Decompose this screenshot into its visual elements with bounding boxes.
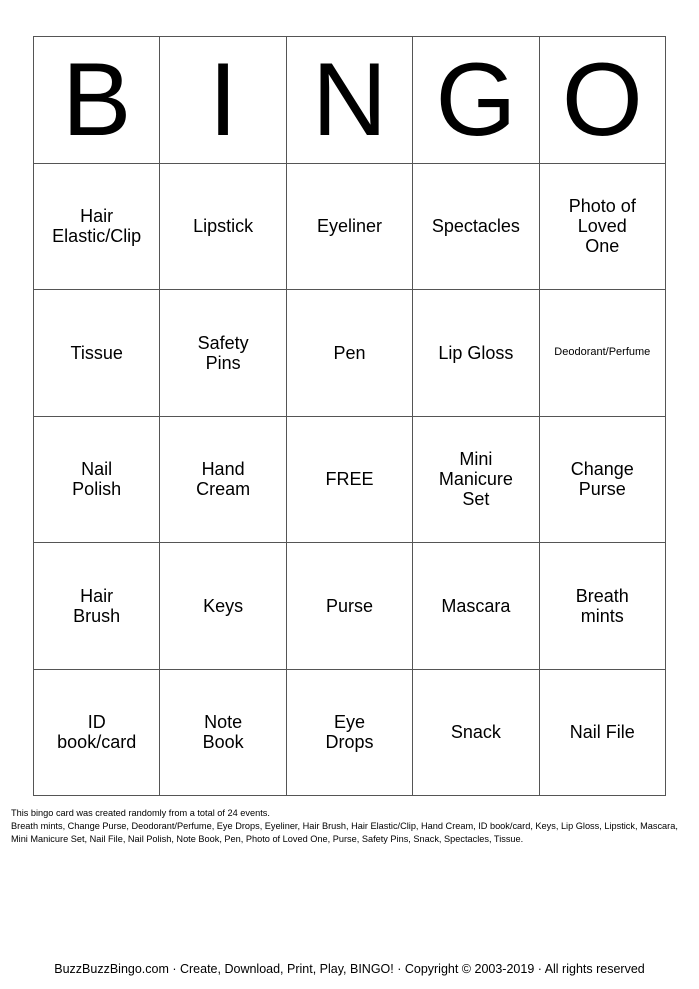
page-footer: BuzzBuzzBingo.com · Create, Download, Print, Play, BINGO! · Copyright © 2003-2019 · All rights reserved: [54, 962, 645, 976]
header-b: B: [34, 37, 160, 164]
bingo-cell: Lipstick: [160, 164, 286, 291]
bingo-cell: Photo of Loved One: [540, 164, 666, 291]
bingo-cell: Mascara: [413, 543, 539, 670]
bingo-cell: Mini Manicure Set: [413, 417, 539, 544]
bingo-cell: Hair Elastic/Clip: [34, 164, 160, 291]
header-o: O: [540, 37, 666, 164]
bingo-cell: Tissue: [34, 290, 160, 417]
bingo-cell: ID book/card: [34, 670, 160, 797]
bingo-cell: Breath mints: [540, 543, 666, 670]
bingo-cell: Deodorant/Perfume: [540, 290, 666, 417]
bingo-cell: Nail Polish: [34, 417, 160, 544]
bingo-cell: Eye Drops: [287, 670, 413, 797]
bingo-cell: Hair Brush: [34, 543, 160, 670]
card-info-summary: This bingo card was created randomly from a total of 24 events.: [11, 808, 270, 818]
bingo-cell: Safety Pins: [160, 290, 286, 417]
bingo-cell: Note Book: [160, 670, 286, 797]
header-i: I: [160, 37, 286, 164]
header-n: N: [287, 37, 413, 164]
bingo-cell: Lip Gloss: [413, 290, 539, 417]
free-space-cell: FREE: [287, 417, 413, 544]
bingo-cell: Snack: [413, 670, 539, 797]
bingo-card: [33, 36, 666, 796]
bingo-cell: Pen: [287, 290, 413, 417]
header-g: G: [413, 37, 539, 164]
card-info-event-list: Breath mints, Change Purse, Deodorant/Perfume, Eye Drops, Eyeliner, Hair Brush, Hair Elastic/Clip, Hand Cream, ID book/card, Keys, Lip Gloss, Lipstick, Mascara, Mini Manicure Set, Nail File, Nail Polish, Note Book, Pen, Photo of Loved One, Purse, Safety Pins, Snack, Spectacles, Tissue.: [11, 821, 678, 844]
bingo-cell: Eyeliner: [287, 164, 413, 291]
bingo-cell: Purse: [287, 543, 413, 670]
bingo-cell: Hand Cream: [160, 417, 286, 544]
bingo-cell: Change Purse: [540, 417, 666, 544]
card-info: [11, 807, 681, 846]
bingo-cell: Keys: [160, 543, 286, 670]
bingo-cell: Nail File: [540, 670, 666, 797]
bingo-cell: Spectacles: [413, 164, 539, 291]
